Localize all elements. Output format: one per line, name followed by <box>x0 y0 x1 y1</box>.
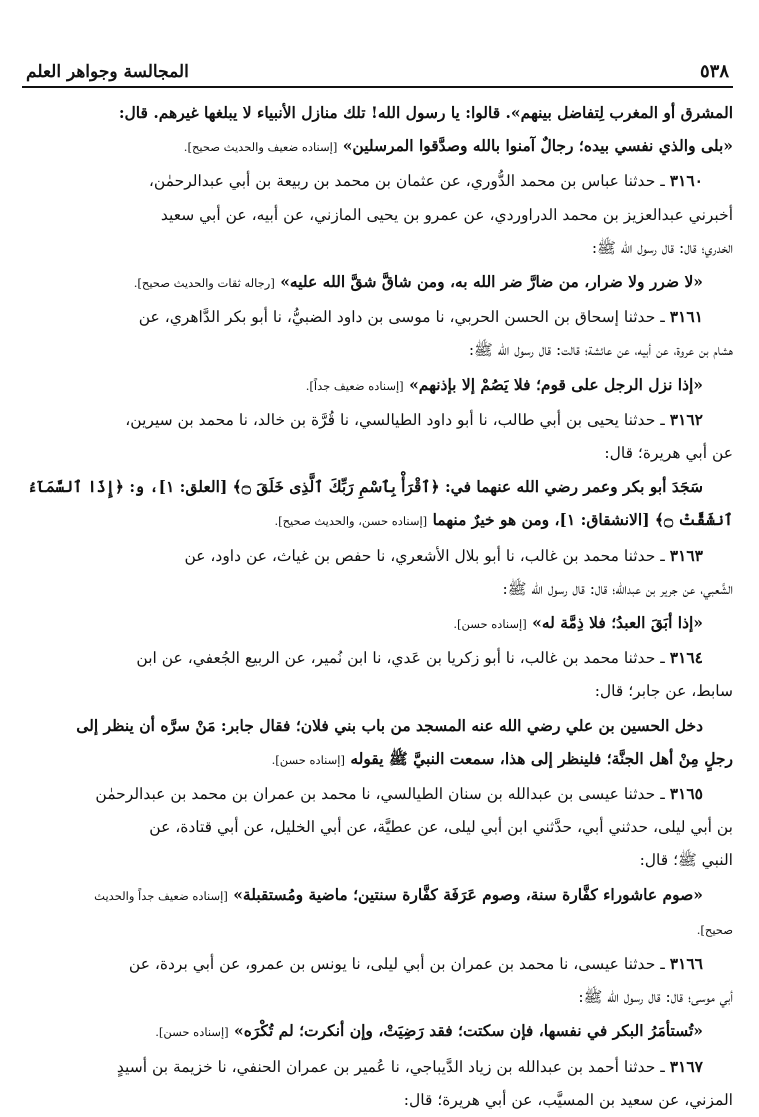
text-line <box>22 1084 733 1117</box>
text-line <box>22 981 733 1014</box>
isnad-note: [إسناده ضعيف جداً]. <box>305 378 404 393</box>
hadith-line <box>22 641 733 675</box>
line-text: ـ حدثنا محمد بن غالب، نا أبو زكريا بن عَدي، نا ابن نُمير، عن الربيع الجُعفي، عن ابن <box>136 649 665 668</box>
line-text: «تُستأمَرُ البكر في نفسها، فإن سكتت؛ فقد رَضِيَتْ، وإن أنكرت؛ لم تُكْرَه» <box>234 1021 703 1041</box>
hadith-number: ٣١٦٣ <box>669 545 703 565</box>
text-line <box>22 606 733 641</box>
text-line <box>22 573 733 606</box>
line-text: رجلٍ مِنْ أهل الجنَّة؛ فلينظر إلى هذا، سمعت النبيَّ ﷺ يقوله <box>350 748 733 768</box>
line-text: أبي موسى؛ قال: قال رسول الله ﷺ: <box>578 988 733 1007</box>
text-line <box>22 844 733 877</box>
hadith-number: ٣١٦٤ <box>669 648 703 668</box>
text-line <box>22 503 733 538</box>
line-text: «لا ضرر ولا ضرار، من ضارَّ ضر الله به، ومن شاقَّ شقَّ الله عليه» <box>280 272 703 292</box>
line-text: بن أبي ليلى، حدثني أبي، حدَّثني ابن أبي ليلى، عن عطيَّة، عن أبي الخليل، عن أبي قتادة، عن <box>149 818 733 837</box>
text-line <box>22 1014 733 1049</box>
page-body <box>22 96 733 1112</box>
hadith-number: ٣١٦١ <box>669 307 703 327</box>
text-line <box>22 232 733 265</box>
line-text: عن أبي هريرة؛ قال: <box>604 444 733 463</box>
isnad-note: [إسناده حسن، والحديث صحيح]. <box>274 514 428 529</box>
hadith-number: ٣١٦٠ <box>669 171 703 191</box>
isnad-note: [إسناده حسن]. <box>155 1025 229 1040</box>
isnad-note: [إسناده حسن]. <box>453 617 527 632</box>
page-header <box>22 52 733 88</box>
line-text: ـ حدثنا يحيى بن أبي طالب، نا أبو داود الطيالسي، نا قُرَّة بن خالد، نا محمد بن سيرين، <box>125 410 665 429</box>
isnad-note: [إسناده ضعيف جداً والحديث <box>94 888 228 903</box>
hadith-line <box>22 403 733 437</box>
text-line <box>22 129 733 164</box>
line-text: أخبرني عبدالعزيز بن محمد الدراوردي، عن عمرو بن يحيى المازني، عن أبيه، عن أبي سعيد <box>160 205 733 224</box>
isnad-note: [إسناده حسن]. <box>271 752 345 767</box>
hadith-number: ٣١٦٦ <box>669 954 703 974</box>
line-text: ـ حدثنا أحمد بن عبدالله بن زياد الدَّيباجي، نا عُمير بن عمران الحنفي، نا خزيمة بن أسيدٍ <box>116 1057 665 1076</box>
line-text: دخل الحسين بن علي رضي الله عنه المسجد من باب بني فلان؛ فقال جابر: مَنْ سرَّه أن ينظر إلى <box>76 715 703 735</box>
text-line <box>22 811 733 844</box>
hadith-line <box>22 164 733 198</box>
isnad-note: [رجاله ثقات والحديث صحيح]. <box>133 276 275 291</box>
text-line <box>22 878 733 913</box>
hadith-number: ٣١٦٢ <box>669 409 703 429</box>
text-line <box>22 199 733 232</box>
hadith-number: ٣١٦٧ <box>669 1056 703 1076</box>
line-text: صحيح]. <box>696 922 733 937</box>
text-line <box>22 96 733 129</box>
line-text: ٱنشَقَّتْ ۝﴾ [الانشقاق: ١]، ومن هو خيرٌ منهما <box>432 510 733 530</box>
line-text: ـ حدثنا عيسى، نا محمد بن عمران بن أبي ليلى، نا يونس بن عمرو، عن أبي بردة، عن <box>128 955 665 974</box>
line-text: النبي ﷺ؛ قال: <box>639 851 733 870</box>
line-text: ـ حدثنا عيسى بن عبدالله بن سنان الطيالسي، نا محمد بن عمران بن محمد بن عبدالرحمٰن <box>95 785 665 804</box>
line-text: المشرق أو المغرب لِتفاضل بينهم». قالوا: يا رسول الله! تلك منازل الأنبياء لا يبلغها غيرهم. قال: <box>118 103 733 122</box>
hadith-line <box>22 300 733 334</box>
line-text: «صوم عاشوراء كفَّارة سنة، وصوم عَرَفَة كفَّارة سنتين؛ ماضية ومُستقبلة» <box>233 884 703 904</box>
text-line <box>22 913 733 947</box>
text-line <box>22 265 733 300</box>
line-text: الشَّعبي، عن جرير بن عبدالله؛ قال: قال رسول الله ﷺ: <box>502 579 733 598</box>
text-line <box>22 709 733 742</box>
hadith-line <box>22 947 733 981</box>
line-text: المزني، عن سعيد بن المسيَّب، عن أبي هريرة؛ قال: <box>403 1090 733 1109</box>
page-number: ٥٣٨ <box>699 61 729 82</box>
line-text: الخدري؛ قال: قال رسول الله ﷺ: <box>591 238 733 257</box>
text-line <box>22 334 733 367</box>
line-text: ـ حدثنا إسحاق بن الحسن الحربي، نا موسى بن داود الضبيُّ، نا أبو بكر الدَّاهري، عن <box>138 308 665 327</box>
isnad-note: [إسناده ضعيف والحديث صحيح]. <box>183 140 338 155</box>
hadith-line <box>22 777 733 811</box>
line-text: «إذا أبَقَ العبدُ؛ فلا ذِمَّة له» <box>532 613 703 633</box>
running-title: المجالسة وجواهر العلم <box>26 62 189 82</box>
text-line <box>22 368 733 403</box>
line-text: «بلى والذي نفسي بيده؛ رجالٌ آمنوا بالله وصدَّقوا المرسلين» <box>342 136 733 156</box>
line-text: ـ حدثنا محمد بن غالب، نا أبو بلال الأشعري، نا حفص بن غياث، عن داود، عن <box>184 546 665 565</box>
text-line <box>22 470 733 503</box>
text-line <box>22 437 733 470</box>
text-line <box>22 742 733 777</box>
hadith-line <box>22 539 733 573</box>
line-text: «إذا نزل الرجل على قوم؛ فلا يَصُمْ إلا بإذنهم» <box>409 374 703 394</box>
line-text: هشام بن عروة، عن أبيه، عن عائشة؛ قالت: قال رسول الله ﷺ: <box>468 341 733 360</box>
hadith-number: ٣١٦٥ <box>669 784 703 804</box>
hadith-line <box>22 1050 733 1084</box>
book-page <box>22 0 733 1112</box>
line-text: سابط، عن جابر؛ قال: <box>594 682 733 701</box>
line-text: ـ حدثنا عباس بن محمد الدُّوري، عن عثمان بن محمد بن ربيعة بن أبي عبدالرحمٰن، <box>148 172 665 191</box>
text-line <box>22 675 733 708</box>
line-text: سَجَدَ أبو بكر وعمر رضي الله عنهما في: ﴿ٱقْرَأْ بِٱسْمِ رَبِّكَ ٱلَّذِى خَلَقَ ۝﴾ [العلق: ١]، و: ﴿إِذَا ٱلسَّمَآءُ <box>27 477 703 497</box>
